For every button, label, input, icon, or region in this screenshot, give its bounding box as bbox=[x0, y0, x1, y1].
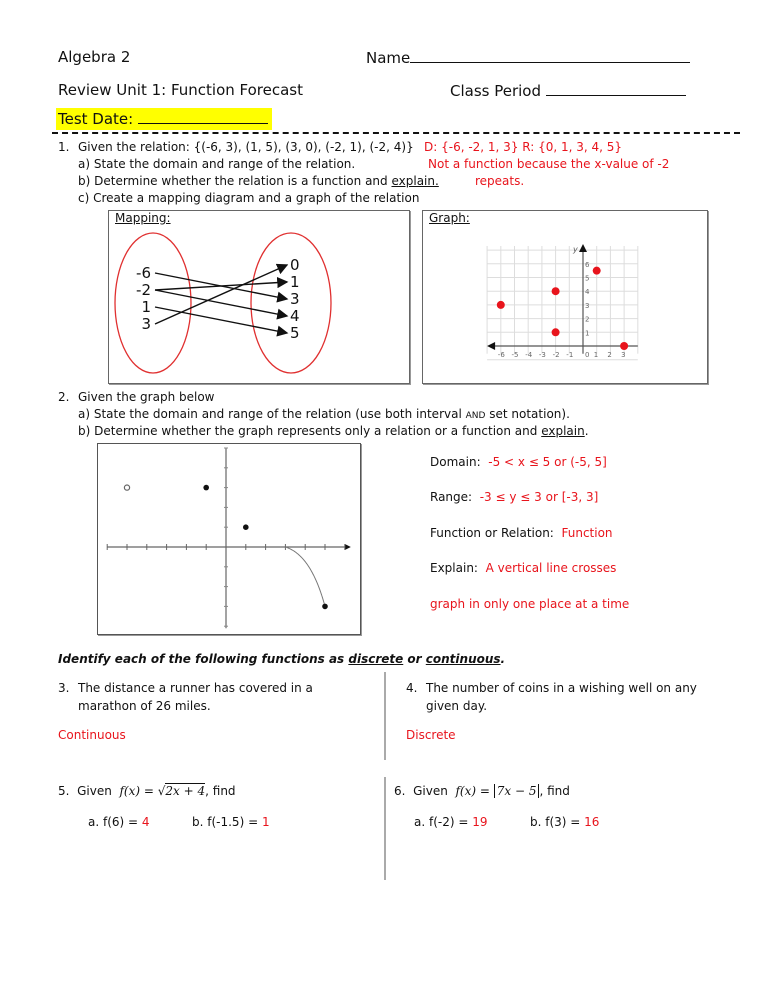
q3-line2: marathon of 26 miles. bbox=[78, 699, 211, 713]
x-tick-label: 2 bbox=[607, 351, 612, 359]
range-answer: -3 ≤ y ≤ 3 or [-3, 3] bbox=[479, 490, 599, 504]
graph-box bbox=[422, 210, 708, 384]
instr-end: . bbox=[500, 652, 506, 666]
column-divider-bottom bbox=[384, 777, 386, 880]
domain-oval bbox=[115, 233, 191, 373]
q4-number: 4. bbox=[406, 681, 418, 695]
data-point bbox=[593, 267, 601, 275]
q5-part-a bbox=[88, 815, 150, 829]
q5-b-label: b. f(-1.5) = bbox=[192, 815, 259, 829]
relation-graph bbox=[423, 211, 707, 383]
range-value: 5 bbox=[290, 324, 300, 342]
q5-prompt bbox=[58, 784, 236, 798]
data-point bbox=[497, 301, 505, 309]
q3-line1: The distance a runner has covered in a bbox=[78, 681, 313, 695]
q6-part-b bbox=[530, 815, 599, 829]
q6-a-answer: 19 bbox=[472, 815, 488, 829]
x-tick-label: -5 bbox=[511, 351, 519, 359]
range-value: 3 bbox=[290, 290, 300, 308]
y-tick-label: 1 bbox=[585, 329, 590, 338]
q1-part-c: c) Create a mapping diagram and a graph of the relation bbox=[78, 191, 420, 205]
q6-given: Given bbox=[413, 784, 448, 798]
q5-a-answer: 4 bbox=[141, 815, 150, 829]
data-point bbox=[552, 328, 560, 336]
range-label: Range: bbox=[430, 490, 473, 504]
q2-explain-word: explain bbox=[541, 424, 585, 438]
function-answer: Function bbox=[561, 526, 613, 540]
q6-prompt bbox=[394, 784, 570, 798]
q5-given: Given bbox=[77, 784, 112, 798]
x-tick-label: 1 bbox=[593, 351, 599, 359]
q5-b-answer: 1 bbox=[261, 815, 270, 829]
class-period-blank[interactable] bbox=[546, 81, 686, 96]
range-value: 0 bbox=[290, 256, 300, 274]
mapping-label: Mapping: bbox=[115, 211, 171, 225]
closed-point bbox=[243, 524, 249, 530]
q1-answer-domain-range: D: {-6, -2, 1, 3} R: {0, 1, 3, 4, 5} bbox=[424, 140, 623, 154]
y-tick-label: 2 bbox=[585, 315, 590, 324]
instr-or: or bbox=[403, 652, 426, 666]
closed-point bbox=[322, 604, 328, 610]
explain-answer-2: graph in only one place at a time bbox=[430, 597, 630, 611]
test-date-blank[interactable] bbox=[138, 109, 268, 124]
q2-domain bbox=[430, 455, 607, 469]
q5-expression: 2x + 4 bbox=[165, 784, 206, 798]
x-tick-label: -4 bbox=[525, 351, 533, 359]
domain-value: 1 bbox=[141, 298, 151, 316]
x-tick-label: -3 bbox=[538, 351, 546, 359]
q2-function bbox=[430, 526, 613, 540]
q2-part-a bbox=[78, 407, 570, 421]
q5-fx: f(x) = bbox=[119, 784, 154, 798]
q5-part-b bbox=[192, 815, 270, 829]
name-label: Name bbox=[366, 49, 411, 67]
mapping-box bbox=[108, 210, 410, 384]
unit-title: Review Unit 1: Function Forecast bbox=[58, 81, 303, 99]
y-tick-label: 3 bbox=[585, 301, 590, 310]
q1-explain-word: explain. bbox=[391, 174, 439, 188]
q4-line1: The number of coins in a wishing well on any bbox=[426, 681, 697, 695]
data-point bbox=[552, 287, 560, 295]
open-point bbox=[124, 485, 129, 490]
mapping-diagram bbox=[109, 211, 409, 383]
test-date-label: Test Date: bbox=[58, 110, 134, 128]
x-tick-label: -2 bbox=[552, 351, 560, 359]
x-axis-arrow bbox=[345, 544, 351, 550]
q6-b-answer: 16 bbox=[584, 815, 600, 829]
q6-expression: 7x − 5 bbox=[494, 784, 540, 798]
q1-part-a: a) State the domain and range of the relation. bbox=[78, 157, 356, 171]
x-tick-label: 3 bbox=[621, 351, 626, 359]
y-axis-arrow bbox=[579, 244, 587, 252]
graph-label: Graph: bbox=[429, 211, 470, 225]
q2-range bbox=[430, 490, 598, 504]
q1-answer-function-1: Not a function because the x-value of -2 bbox=[428, 157, 670, 171]
range-value: 1 bbox=[290, 273, 300, 291]
domain-answer: -5 < x ≤ 5 or (-5, 5] bbox=[488, 455, 607, 469]
q5-number: 5. bbox=[58, 784, 70, 798]
name-blank[interactable] bbox=[410, 48, 690, 63]
q1-prompt: Given the relation: {(-6, 3), (1, 5), (3, 0), (-2, 1), (-2, 4)} bbox=[78, 140, 414, 154]
q2-part-a-end: set notation). bbox=[485, 407, 570, 421]
q2-part-b-end: . bbox=[584, 424, 589, 438]
y-tick-label: 6 bbox=[585, 260, 590, 269]
q1-number: 1. bbox=[58, 140, 70, 154]
domain-value: -2 bbox=[136, 281, 151, 299]
range-value: 4 bbox=[290, 307, 300, 325]
q6-find: , find bbox=[539, 784, 570, 798]
q6-part-a bbox=[414, 815, 488, 829]
y-tick-label: 4 bbox=[585, 288, 590, 297]
q6-number: 6. bbox=[394, 784, 406, 798]
q1-answer-function-2: repeats. bbox=[475, 174, 525, 188]
column-divider-top bbox=[384, 672, 386, 760]
x-tick-label: -1 bbox=[566, 351, 574, 359]
domain-label: Domain: bbox=[430, 455, 481, 469]
function-graph bbox=[98, 444, 360, 634]
q3-number: 3. bbox=[58, 681, 70, 695]
q2-graph-box bbox=[97, 443, 361, 635]
instr-text: Identify each of the following functions as bbox=[58, 652, 349, 666]
x-tick-label: 0 bbox=[585, 351, 590, 359]
class-period-field[interactable] bbox=[450, 81, 686, 100]
sqrt-symbol: √ bbox=[157, 784, 166, 798]
q2-part-b-text: b) Determine whether the graph represents only a relation or a function and bbox=[78, 424, 542, 438]
q2-number: 2. bbox=[58, 390, 70, 404]
instr-discrete: discrete bbox=[348, 652, 404, 666]
q3-answer: Continuous bbox=[58, 728, 126, 742]
q1-part-b bbox=[78, 174, 439, 188]
q2-explain bbox=[430, 561, 616, 575]
course-title: Algebra 2 bbox=[58, 48, 131, 66]
q5-a-label: a. f(6) = bbox=[88, 815, 139, 829]
data-point bbox=[620, 342, 628, 350]
explain-answer-1: A vertical line crosses bbox=[485, 561, 617, 575]
y-tick-label: 5 bbox=[585, 274, 590, 283]
q6-fx: f(x) = bbox=[455, 784, 490, 798]
q6-a-label: a. f(-2) = bbox=[414, 815, 469, 829]
name-field[interactable] bbox=[366, 48, 690, 67]
mapping-arrow bbox=[155, 282, 287, 290]
section-instruction bbox=[58, 652, 505, 666]
q4-line2: given day. bbox=[426, 699, 488, 713]
q2-part-b bbox=[78, 424, 589, 438]
instr-continuous: continuous bbox=[425, 652, 501, 666]
q1-part-b-text: b) Determine whether the relation is a function and bbox=[78, 174, 392, 188]
closed-point bbox=[203, 485, 209, 491]
section-divider bbox=[52, 132, 740, 134]
x-tick-label: -6 bbox=[497, 351, 505, 359]
q6-b-label: b. f(3) = bbox=[530, 815, 581, 829]
q2-part-a-text: a) State the domain and range of the relation (use both interval bbox=[78, 407, 466, 421]
q2-prompt: Given the graph below bbox=[78, 390, 215, 404]
x-axis-arrow bbox=[487, 342, 495, 350]
q4-answer: Discrete bbox=[406, 728, 456, 742]
domain-value: 3 bbox=[141, 315, 151, 333]
class-period-label: Class Period bbox=[450, 82, 542, 100]
q2-and-word: AND bbox=[465, 411, 486, 421]
q5-find: , find bbox=[205, 784, 236, 798]
test-date-field[interactable] bbox=[56, 109, 272, 128]
curve-segment bbox=[285, 547, 325, 606]
explain-label: Explain: bbox=[430, 561, 478, 575]
function-label: Function or Relation: bbox=[430, 526, 554, 540]
y-axis-label: y bbox=[573, 244, 578, 254]
domain-value: -6 bbox=[136, 264, 151, 282]
mapping-arrow bbox=[155, 307, 287, 333]
